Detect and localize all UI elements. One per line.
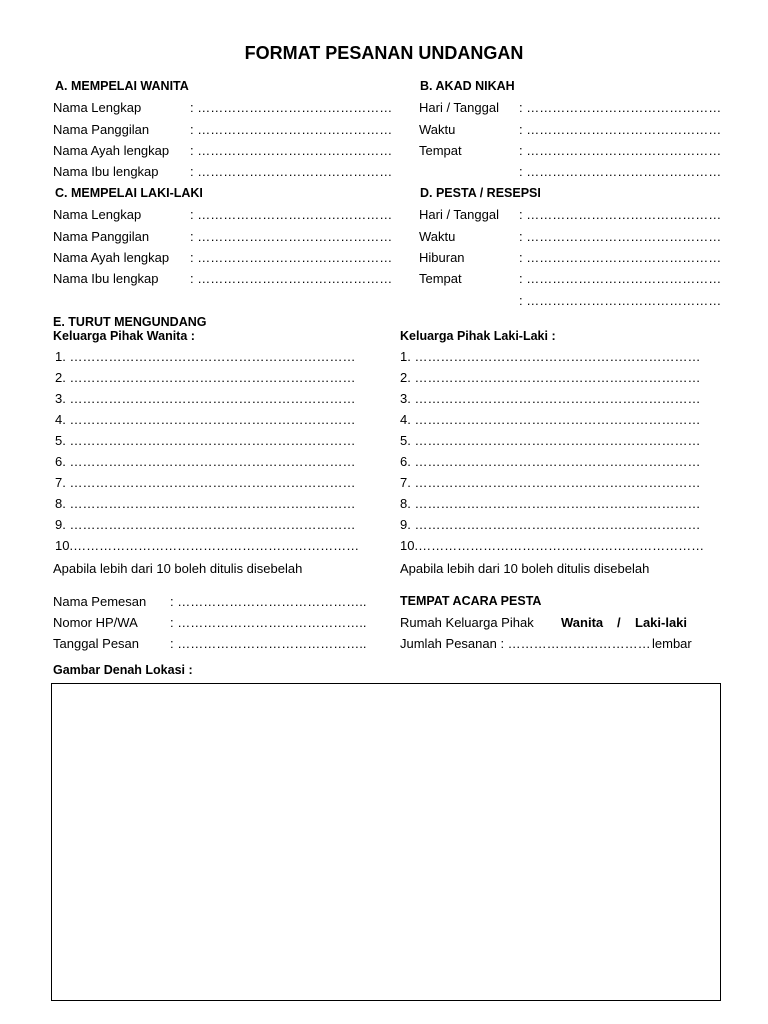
section-d-heading: D. PESTA / RESEPSI bbox=[420, 186, 541, 200]
reception-time-label: Waktu bbox=[419, 229, 456, 244]
phone-label: Nomor HP/WA bbox=[53, 615, 138, 630]
groom-full-name-field[interactable]: : ……………………………………… bbox=[190, 207, 393, 222]
groom-father-label: Nama Ayah lengkap bbox=[53, 250, 170, 265]
reception-date-label: Hari / Tanggal bbox=[419, 207, 499, 222]
bride-nickname-field[interactable]: : ……………………………………… bbox=[190, 122, 393, 137]
groom-father-field[interactable]: : ……………………………………… bbox=[190, 250, 393, 265]
groom-family-item[interactable]: 7. ………………………………………………………… bbox=[400, 475, 701, 490]
map-label: Gambar Denah Lokasi : bbox=[53, 663, 193, 677]
orderer-name-label: Nama Pemesan bbox=[53, 594, 147, 609]
groom-mother-field[interactable]: : ……………………………………… bbox=[190, 271, 393, 286]
location-map-box[interactable] bbox=[51, 683, 721, 1001]
reception-entertainment-label: Hiburan bbox=[419, 250, 465, 265]
groom-family-item[interactable]: 4. ………………………………………………………… bbox=[400, 412, 701, 427]
groom-family-item[interactable]: 3. ………………………………………………………… bbox=[400, 391, 701, 406]
groom-family-item[interactable]: 2. ………………………………………………………… bbox=[400, 370, 701, 385]
groom-family-note: Apabila lebih dari 10 boleh ditulis disebelah bbox=[400, 561, 650, 576]
bride-full-name-label: Nama Lengkap bbox=[53, 100, 142, 115]
venue-house-label: Rumah Keluarga Pihak bbox=[400, 615, 534, 630]
groom-mother-label: Nama Ibu lengkap bbox=[53, 271, 159, 286]
venue-option-bride[interactable]: Wanita bbox=[561, 615, 604, 630]
reception-entertainment-field[interactable]: : ……………………………………… bbox=[519, 250, 722, 265]
reception-place-field[interactable]: : ……………………………………… bbox=[519, 271, 722, 286]
bride-full-name-field[interactable]: : ……………………………………… bbox=[190, 100, 393, 115]
reception-date-field[interactable]: : ……………………………………… bbox=[519, 207, 722, 222]
bride-family-item[interactable]: 2. ………………………………………………………… bbox=[55, 370, 356, 385]
groom-full-name-label: Nama Lengkap bbox=[53, 207, 142, 222]
order-date-label: Tanggal Pesan bbox=[53, 636, 140, 651]
venue-heading: TEMPAT ACARA PESTA bbox=[400, 594, 542, 608]
bride-family-item[interactable]: 3. ………………………………………………………… bbox=[55, 391, 356, 406]
groom-family-item[interactable]: 9. ………………………………………………………… bbox=[400, 517, 701, 532]
akad-place-field[interactable]: : ……………………………………… bbox=[519, 143, 722, 158]
phone-field[interactable]: : …………………………………….. bbox=[170, 615, 367, 630]
groom-family-item[interactable]: 1. ………………………………………………………… bbox=[400, 349, 701, 364]
section-c-heading: C. MEMPELAI LAKI-LAKI bbox=[55, 186, 203, 200]
bride-family-item[interactable]: 1. ………………………………………………………… bbox=[55, 349, 356, 364]
groom-nickname-label: Nama Panggilan bbox=[53, 229, 150, 244]
quantity-field[interactable]: Jumlah Pesanan : …………………………… bbox=[400, 636, 651, 651]
orderer-name-field[interactable]: : …………………………………….. bbox=[170, 594, 367, 609]
section-a-heading: A. MEMPELAI WANITA bbox=[55, 79, 189, 93]
groom-family-title: Keluarga Pihak Laki-Laki : bbox=[400, 329, 556, 343]
bride-father-label: Nama Ayah lengkap bbox=[53, 143, 170, 158]
bride-mother-field[interactable]: : ……………………………………… bbox=[190, 164, 393, 179]
bride-family-title: Keluarga Pihak Wanita : bbox=[53, 329, 195, 343]
bride-family-note: Apabila lebih dari 10 boleh ditulis disebelah bbox=[53, 561, 303, 576]
reception-place-label: Tempat bbox=[419, 271, 462, 286]
akad-place-label: Tempat bbox=[419, 143, 462, 158]
section-e-heading: E. TURUT MENGUNDANG bbox=[53, 315, 207, 329]
bride-family-item[interactable]: 4. ………………………………………………………… bbox=[55, 412, 356, 427]
groom-family-item[interactable]: 10.………………………………………………………… bbox=[400, 538, 705, 553]
bride-family-item[interactable]: 9. ………………………………………………………… bbox=[55, 517, 356, 532]
bride-family-item[interactable]: 5. ………………………………………………………… bbox=[55, 433, 356, 448]
groom-family-item[interactable]: 5. ………………………………………………………… bbox=[400, 433, 701, 448]
venue-option-groom[interactable]: Laki-laki bbox=[635, 615, 688, 630]
section-b-heading: B. AKAD NIKAH bbox=[420, 79, 515, 93]
bride-family-item[interactable]: 10.………………………………………………………… bbox=[55, 538, 360, 553]
quantity-unit: lembar bbox=[652, 636, 692, 651]
groom-family-item[interactable]: 6. ………………………………………………………… bbox=[400, 454, 701, 469]
reception-place-extra-field[interactable]: : ……………………………………… bbox=[519, 293, 722, 308]
groom-nickname-field[interactable]: : ……………………………………… bbox=[190, 229, 393, 244]
page-title: FORMAT PESANAN UNDANGAN bbox=[244, 43, 524, 63]
bride-family-item[interactable]: 6. ………………………………………………………… bbox=[55, 454, 356, 469]
akad-date-label: Hari / Tanggal bbox=[419, 100, 499, 115]
order-date-field[interactable]: : …………………………………….. bbox=[170, 636, 367, 651]
bride-nickname-label: Nama Panggilan bbox=[53, 122, 150, 137]
venue-option-separator: / bbox=[617, 615, 621, 630]
bride-father-field[interactable]: : ……………………………………… bbox=[190, 143, 393, 158]
akad-time-label: Waktu bbox=[419, 122, 456, 137]
akad-date-field[interactable]: : ……………………………………… bbox=[519, 100, 722, 115]
akad-place-extra-field[interactable]: : ……………………………………… bbox=[519, 164, 722, 179]
bride-family-item[interactable]: 8. ………………………………………………………… bbox=[55, 496, 356, 511]
akad-time-field[interactable]: : ……………………………………… bbox=[519, 122, 722, 137]
bride-mother-label: Nama Ibu lengkap bbox=[53, 164, 159, 179]
groom-family-item[interactable]: 8. ………………………………………………………… bbox=[400, 496, 701, 511]
bride-family-item[interactable]: 7. ………………………………………………………… bbox=[55, 475, 356, 490]
reception-time-field[interactable]: : ……………………………………… bbox=[519, 229, 722, 244]
